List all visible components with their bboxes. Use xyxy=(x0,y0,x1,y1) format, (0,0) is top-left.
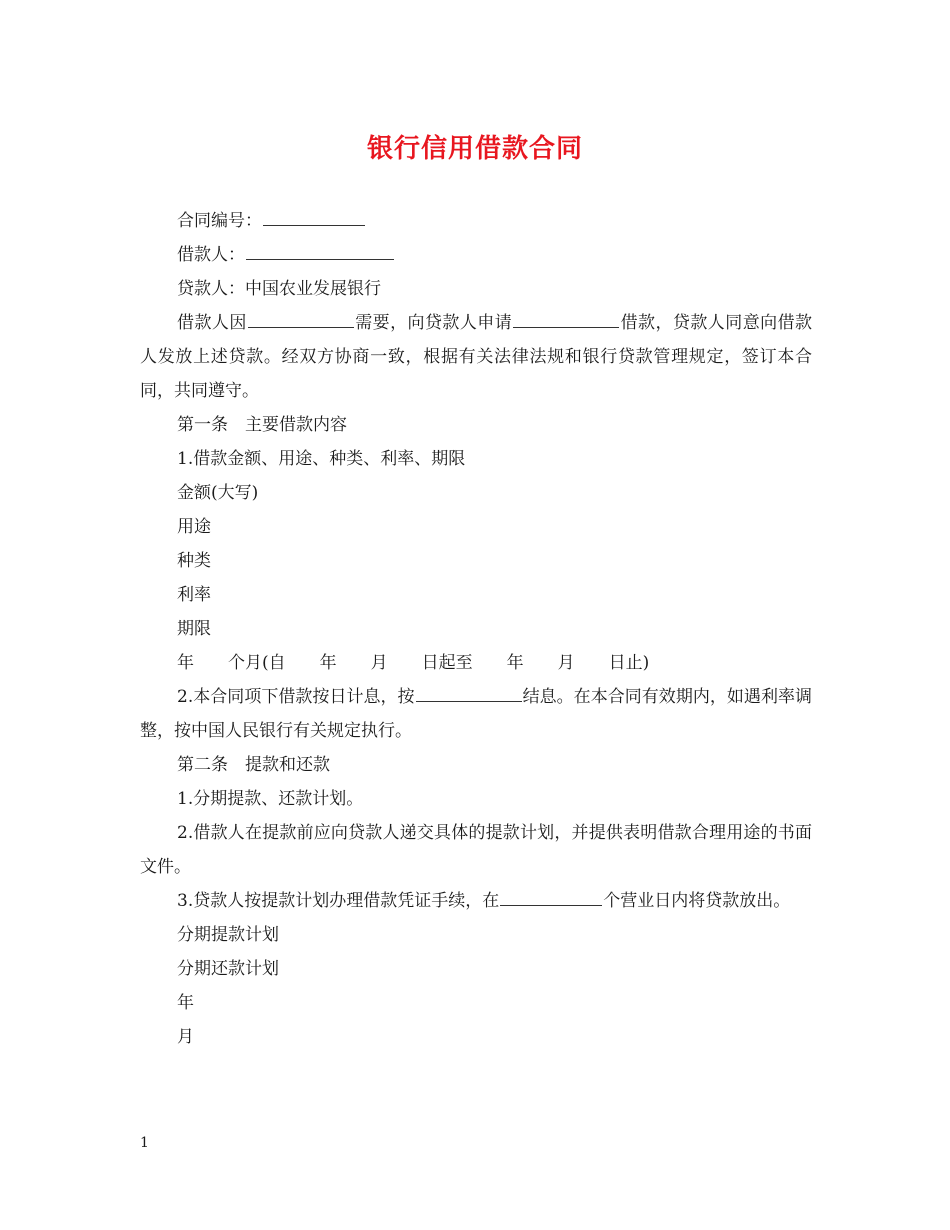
repay-plan-label: 分期还款计划 xyxy=(177,959,279,979)
borrower-line xyxy=(140,238,812,272)
item-3-text-1: 3.贷款人按提款计划办理借款凭证手续，在 xyxy=(177,891,500,911)
rate-label: 利率 xyxy=(177,585,211,605)
article-2-heading: 第二条 提款和还款 xyxy=(177,755,330,775)
borrower-blank xyxy=(246,244,394,260)
contract-body xyxy=(140,204,812,1054)
loan-amount-blank xyxy=(513,312,619,328)
article-2-item-2: 2.借款人在提款前应向贷款人递交具体的提款计划，并提供表明借款合理用途的书面文件。 xyxy=(140,823,812,877)
item-2-text-2: 结息。在本合同有效期内，如遇利率调整，按中国人民银行有关规定执行。 xyxy=(140,687,812,741)
item-2-text-1: 2.本合同项下借款按日计息，按 xyxy=(177,687,415,707)
amount-label: 金额(大写) xyxy=(177,483,259,503)
intro-text-2: 需要，向贷款人申请 xyxy=(354,313,513,333)
settlement-blank xyxy=(416,686,522,702)
article-1-heading: 第一条 主要借款内容 xyxy=(177,415,347,435)
type-label: 种类 xyxy=(177,551,211,571)
lender-line: 贷款人：中国农业发展银行 xyxy=(177,279,381,299)
contract-number-line xyxy=(140,204,812,238)
business-days-blank xyxy=(500,890,602,906)
reason-blank xyxy=(248,312,354,328)
borrower-label: 借款人： xyxy=(177,245,245,265)
term-label: 期限 xyxy=(177,619,211,639)
month-label: 月 xyxy=(177,1027,194,1047)
article-1-item-2 xyxy=(140,680,812,748)
article-2-item-1: 1.分期提款、还款计划。 xyxy=(177,789,364,809)
purpose-label: 用途 xyxy=(177,517,211,537)
intro-text-3: 借款，贷款人同意向借款人发放上述贷款。经双方协商一致，根据有关法律法规和银行贷款管理规定，签订本合同，共同遵守。 xyxy=(140,313,813,401)
contract-number-label: 合同编号： xyxy=(177,211,262,231)
intro-text-1: 借款人因 xyxy=(177,313,247,333)
article-1-item-1: 1.借款金额、用途、种类、利率、期限 xyxy=(177,449,466,469)
withdraw-plan-label: 分期提款计划 xyxy=(177,925,279,945)
page-number: 1 xyxy=(140,1135,149,1151)
intro-paragraph xyxy=(140,306,812,408)
article-2-item-3 xyxy=(140,884,812,918)
year-label: 年 xyxy=(177,993,194,1013)
item-3-text-2: 个营业日内将贷款放出。 xyxy=(603,891,791,911)
contract-number-blank xyxy=(263,210,365,226)
document-title: 银行信用借款合同 xyxy=(366,134,583,164)
term-dates-row: 年 个月(自 年 月 日起至 年 月 日止) xyxy=(177,653,650,673)
